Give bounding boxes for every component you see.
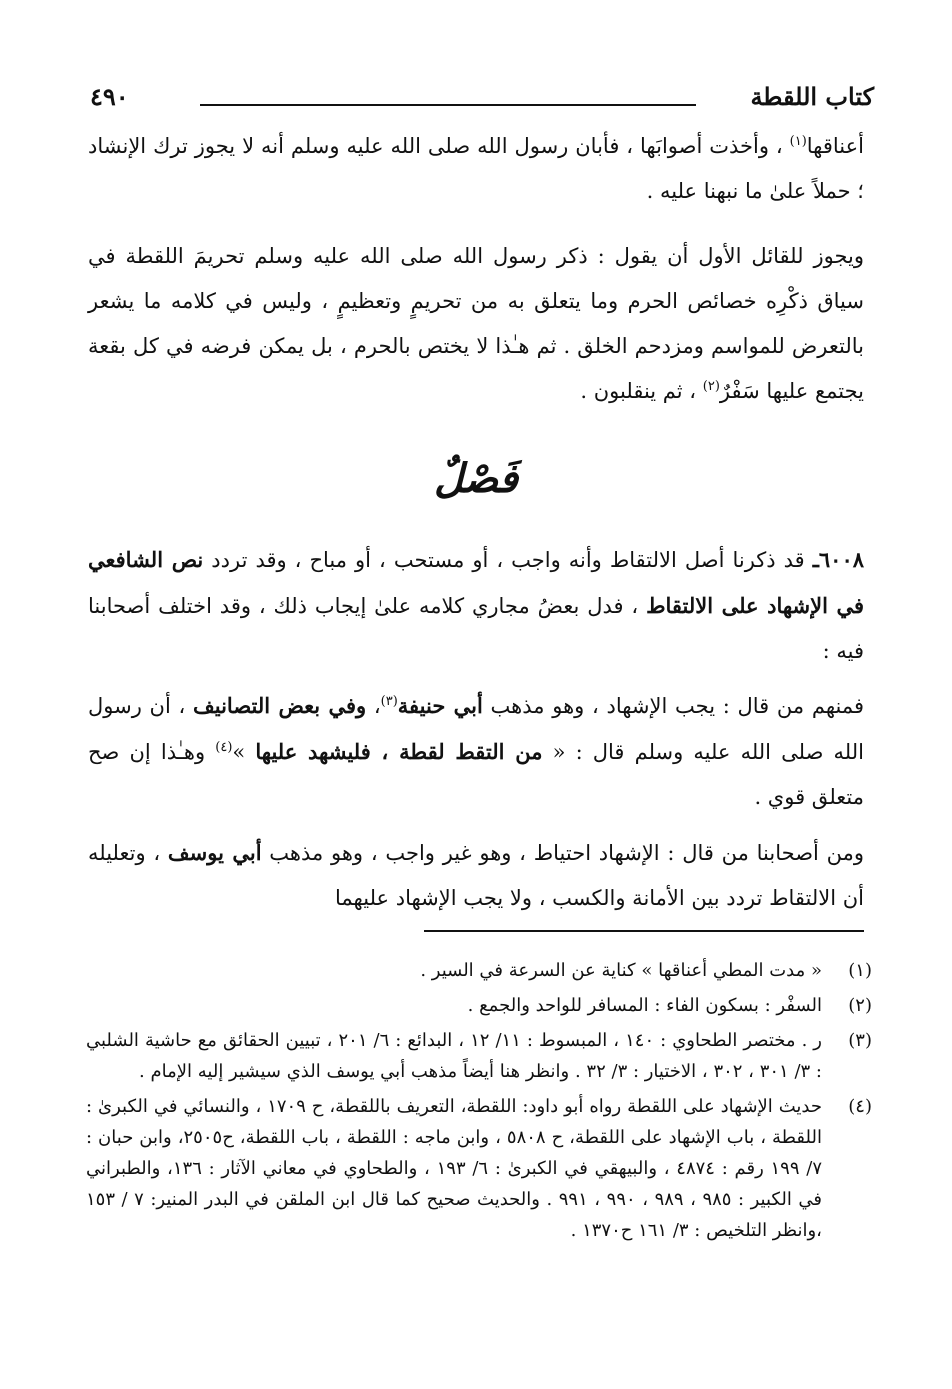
para1-text-b: ، وأخذت أصوابَها ، فأبان رسول الله صلى الله عليه وسلم أنه لا يجوز ترك الإنشاد ؛ حملاً علىٰ ما نبهنا عليه . xyxy=(88,134,864,203)
para4-text-a: فمنهم من قال : يجب الإشهاد ، وهو مذهب xyxy=(482,694,865,718)
footnote-number: (٤) xyxy=(848,1096,872,1117)
page-header xyxy=(90,82,874,116)
footnote-item xyxy=(86,1091,872,1246)
footnote-text: السفْر : بسكون الفاء : المسافر للواحد والجمع . xyxy=(467,995,822,1016)
footnote-number: (١) xyxy=(848,960,872,981)
footnote-ref-4: (٤) xyxy=(215,740,233,755)
para5-text-a: ومن أصحابنا من قال : الإشهاد احتياط ، وهو غير واجب ، وهو مذهب xyxy=(261,841,864,865)
para5-text-b: ، وتعليله أن الالتقاط تردد بين الأمانة والكسب ، ولا يجب الإشهاد عليهما xyxy=(88,841,864,910)
footnote-text: « مدت المطي أعناقها » كناية عن السرعة في السير . xyxy=(420,960,822,981)
para1-text-a: أعناقها xyxy=(806,134,864,158)
paragraph-first-opinion xyxy=(88,683,864,820)
footnote-separator xyxy=(424,930,864,932)
para3-text-b: ، فدل بعضُ مجاري كلامه علىٰ إيجاب ذلك ، وقد اختلف أصحابنا فيه : xyxy=(88,594,864,663)
continuation-paragraph xyxy=(88,124,864,214)
para3-bold-a: نص الشافعي في الإشهاد على الالتقاط xyxy=(88,547,864,618)
footnote-ref-2: (٢) xyxy=(702,379,720,394)
para4-text-c: ، أن رسول الله صلى الله عليه وسلم قال : « xyxy=(88,694,864,764)
paragraph-number: ٦٠٠٨ـ xyxy=(812,547,865,572)
footnote-number: (٢) xyxy=(848,995,872,1016)
paragraph-second-opinion xyxy=(88,830,864,921)
para4-text-b: ، xyxy=(366,694,381,718)
para4-bold-a: أبي حنيفة xyxy=(397,693,483,718)
footnote-ref-1: (١) xyxy=(789,134,807,149)
para4-bold-c: من التقط لقطة ، فليشهد عليها xyxy=(255,739,543,764)
footnote-item xyxy=(86,955,872,986)
para2-text-b: ، ثم ينقلبون . xyxy=(580,379,703,403)
paragraph-second-view xyxy=(88,234,864,414)
footnote-ref-3: (٣) xyxy=(380,694,398,709)
header-title: كتاب اللقطة xyxy=(750,82,874,111)
para4-text-d: » xyxy=(232,740,256,764)
para3-text-a: قد ذكرنا أصل الالتقاط وأنه واجب ، أو مستحب ، أو مباح ، وقد تردد xyxy=(203,548,813,572)
para5-bold-a: أبي يوسف xyxy=(167,840,262,865)
section-heading: فَصْلٌ xyxy=(433,455,519,502)
page-number: ٤٩٠ xyxy=(90,82,129,111)
paragraph-6008 xyxy=(88,537,864,674)
footnotes xyxy=(86,955,872,1250)
para2-text-a: ويجوز للقائل الأول أن يقول : ذكر رسول الله صلى الله عليه وسلم تحريمَ اللقطة في سياق ذكْرِه خصائص الحرم وما يتعلق به من تحريمٍ وتعظيمٍ ، وليس في كلامه ما يشعر بالتعرض للمواسم ومزدحم الخلق . ثم هـٰذا لا يختص بالحرم ، بل يمكن فرضه في كل بقعة يجتمع عليها سَفْرٌ xyxy=(88,244,864,403)
footnote-number: (٣) xyxy=(848,1030,872,1051)
footnote-text: حديث الإشهاد على اللقطة رواه أبو داود: اللقطة، التعريف باللقطة، ح ١٧٠٩ ، والنسائي في الكبرىٰ : اللقطة ، باب الإشهاد على اللقطة، ح ٥٨٠٨ ، وابن ماجه : اللقطة ، باب اللقطة، ح٢٥٠٥، وابن حبان : ٧/ ١٩٩ رقم : ٤٨٧٤ ، والبيهقي في الكبرىٰ : ٦/ ١٩٣ ، والطحاوي في معاني الآثار : ١٣٦، والطبراني في الكبير : ٩٨٥ ، ٩٨٩ ، ٩٩٠ ، ٩٩١ . والحديث صحيح كما قال ابن الملقن في البدر المنير: ٧ / ١٥٣ ،وانظر التلخيص : ٣/ ١٦١ ح١٣٧٠ . xyxy=(86,1096,822,1241)
footnote-text: ر . مختصر الطحاوي : ١٤٠ ، المبسوط : ١١/ ١٢ ، البدائع : ٦/ ٢٠١ ، تبيين الحقائق مع حاشية الشلبي : ٣/ ٣٠١ ، ٣٠٢ ، الاختيار : ٣/ ٣٢ . وانظر هنا أيضاً مذهب أبي يوسف الذي سيشير إليه الإمام . xyxy=(86,1030,822,1082)
para4-bold-b: وفي بعض التصانيف xyxy=(193,693,367,718)
para4-text-e: وهـٰذا إن صح متعلق قوي . xyxy=(88,740,864,809)
footnote-item xyxy=(86,1025,872,1087)
footnote-item xyxy=(86,990,872,1021)
header-rule xyxy=(200,104,696,106)
